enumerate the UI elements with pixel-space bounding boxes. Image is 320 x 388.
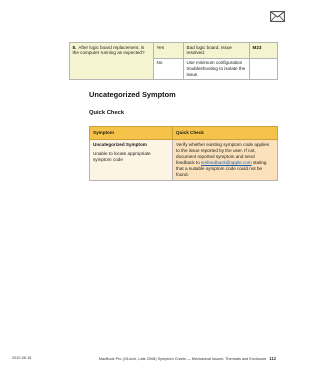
footer-title — [99, 356, 276, 361]
footer-date: 2010-06-15 — [12, 356, 32, 360]
section-title: Uncategorized Symptom — [89, 90, 176, 99]
answer-yes: Yes — [154, 43, 184, 59]
troubleshooting-step-table — [69, 42, 278, 80]
column-header-quick-check: Quick Check — [173, 127, 278, 140]
symptom-title: Uncategorized Symptom — [93, 142, 147, 147]
answer-no: No — [154, 58, 184, 79]
symptom-description: Unable to locate appropriate symptom code — [93, 151, 151, 162]
column-header-symptom: Symptom — [90, 127, 173, 140]
table-row — [70, 43, 278, 59]
step-question-cell — [70, 43, 154, 80]
page-number: 112 — [269, 356, 276, 361]
check-text-before: Verify whether existing symptom code applies to the issue reported by the user. If not, document reported symptom and send feedback to — [176, 142, 269, 165]
table-row — [90, 140, 278, 181]
sub-title: Quick Check — [89, 110, 125, 116]
feedback-email-link[interactable]: smfeedback@apple.com — [201, 160, 252, 165]
mail-icon[interactable] — [270, 11, 285, 22]
check-text-after: stating that a suitable symptom code could not be found. — [176, 160, 267, 177]
step-question: After logic board replacement, is the computer running as expected? — [72, 44, 145, 56]
table-header-row — [90, 127, 278, 140]
step-number: 8. — [72, 44, 77, 50]
symptom-cell — [90, 140, 173, 181]
quick-check-table — [89, 126, 278, 181]
footer-doc-title: MacBook Pro (15-inch, Late 2008) Symptom Charts — Mechanical Issues: Thermals and Enclosure — [98, 357, 267, 361]
symptom-code-empty — [250, 58, 278, 79]
symptom-code: M23 — [250, 43, 278, 59]
action-yes: Bad logic board. Issue resolved. — [184, 43, 250, 59]
action-no: Use minimum configuration troubleshooting to isolate the issue. — [184, 58, 250, 79]
quick-check-cell — [173, 140, 278, 181]
